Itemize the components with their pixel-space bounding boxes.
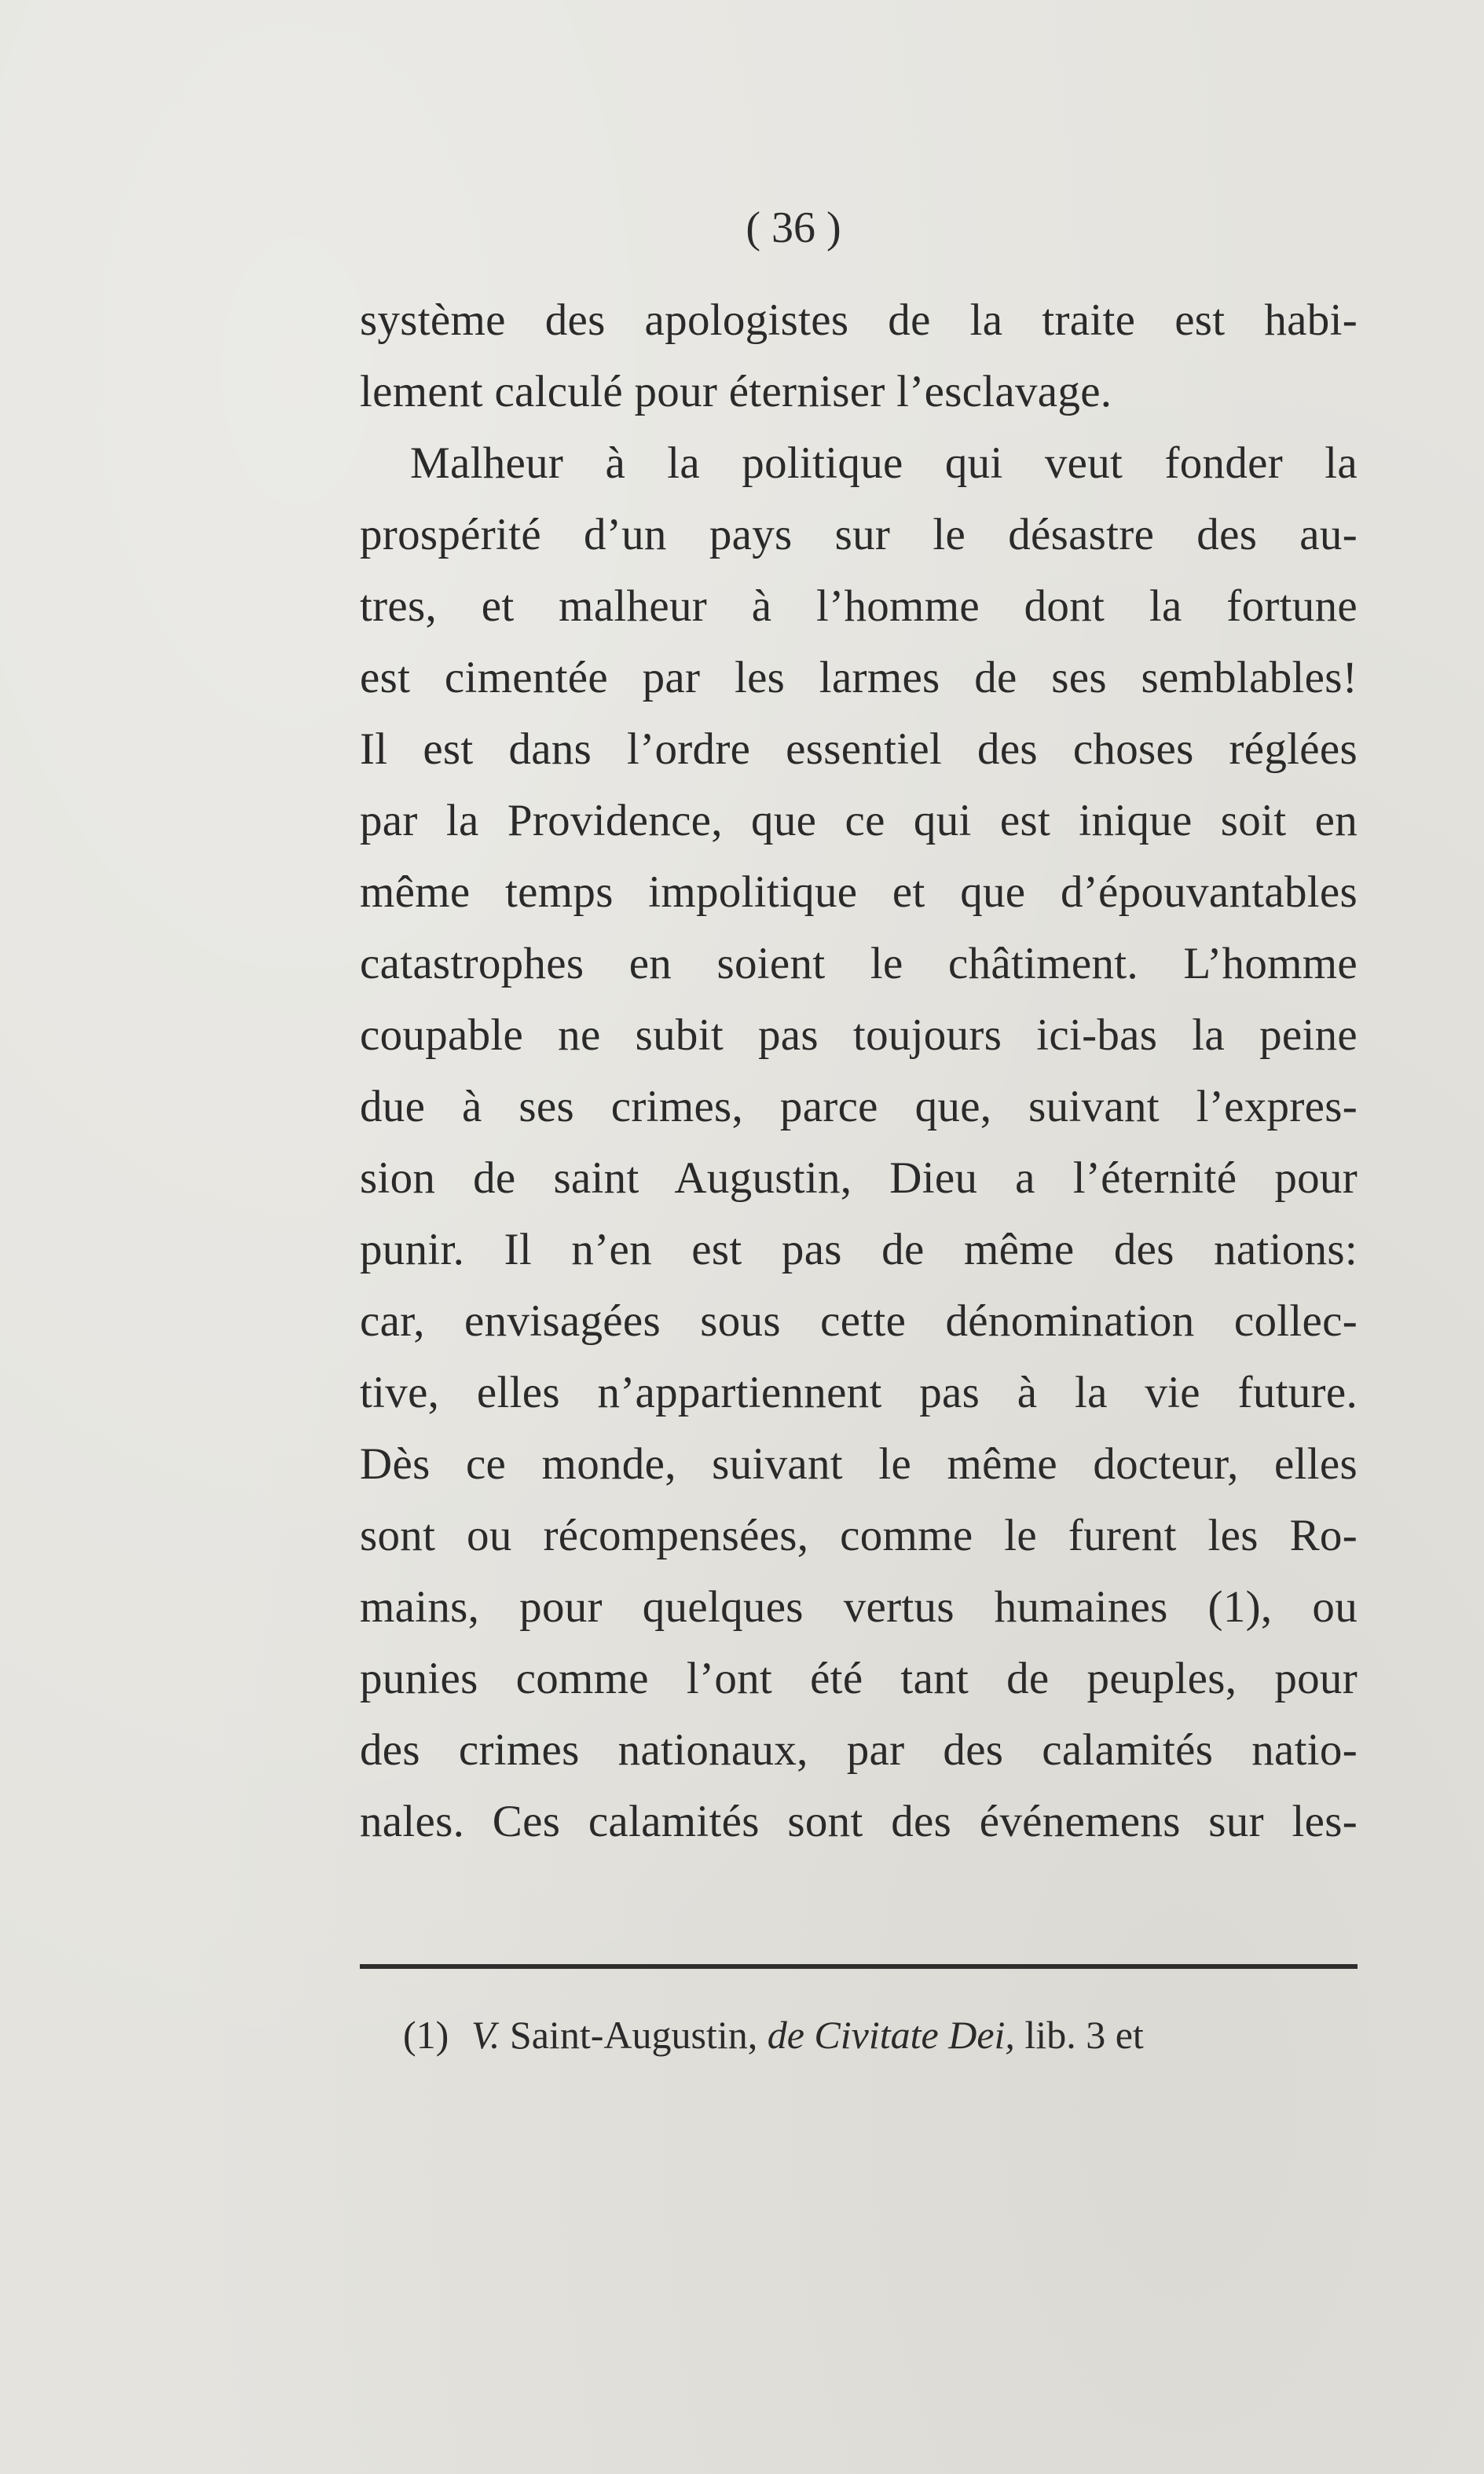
page-number: ( 36 ) bbox=[746, 203, 841, 252]
footnote-divider bbox=[360, 1964, 1358, 1969]
text-line: sont ou récompensées, comme le furent les Ro- bbox=[360, 1511, 1358, 1560]
text-line: car, envisagées sous cette dénomination collec- bbox=[360, 1296, 1358, 1346]
footnote-marker: (1) bbox=[403, 2013, 449, 2057]
body-text bbox=[360, 284, 1358, 1857]
text-line: des crimes nationaux, par des calamités natio- bbox=[360, 1725, 1358, 1775]
text-line: lement calculé pour éterniser l’esclavage. bbox=[360, 367, 1112, 416]
text-line: tive, elles n’appartiennent pas à la vie future. bbox=[360, 1368, 1358, 1417]
text-line: Il est dans l’ordre essentiel des choses réglées bbox=[360, 724, 1358, 774]
text-line: sion de saint Augustin, Dieu a l’éternité pour bbox=[360, 1153, 1358, 1203]
footnote-abbrev: V. bbox=[471, 2013, 500, 2057]
text-line: punies comme l’ont été tant de peuples, pour bbox=[360, 1654, 1358, 1703]
footnote-work: de Civitate Dei, bbox=[767, 2013, 1015, 2057]
text-line: mains, pour quelques vertus humaines (1), ou bbox=[360, 1582, 1358, 1632]
footnote-author: Saint-Augustin, bbox=[509, 2013, 758, 2057]
text-line: coupable ne subit pas toujours ici-bas la peine bbox=[360, 1010, 1358, 1060]
footnote bbox=[403, 2007, 1346, 2062]
text-line: Dès ce monde, suivant le même docteur, elles bbox=[360, 1439, 1358, 1489]
text-line: Malheur à la politique qui veut fonder la bbox=[410, 438, 1358, 488]
text-line: nales. Ces calamités sont des événemens sur les- bbox=[360, 1797, 1358, 1846]
text-line: par la Providence, que ce qui est inique soit en bbox=[360, 796, 1358, 845]
text-line: système des apologistes de la traite est habi- bbox=[360, 295, 1358, 345]
text-line: est cimentée par les larmes de ses semblables! bbox=[360, 653, 1358, 702]
footnote-reference: lib. 3 et bbox=[1024, 2013, 1144, 2057]
text-line: prospérité d’un pays sur le désastre des au- bbox=[360, 510, 1358, 559]
text-line: catastrophes en soient le châtiment. L’homme bbox=[360, 939, 1358, 988]
text-line: due à ses crimes, parce que, suivant l’expres- bbox=[360, 1082, 1358, 1131]
text-line: punir. Il n’en est pas de même des nations: bbox=[360, 1225, 1358, 1274]
text-line: même temps impolitique et que d’épouvantables bbox=[360, 867, 1358, 917]
text-line: tres, et malheur à l’homme dont la fortune bbox=[360, 581, 1358, 631]
